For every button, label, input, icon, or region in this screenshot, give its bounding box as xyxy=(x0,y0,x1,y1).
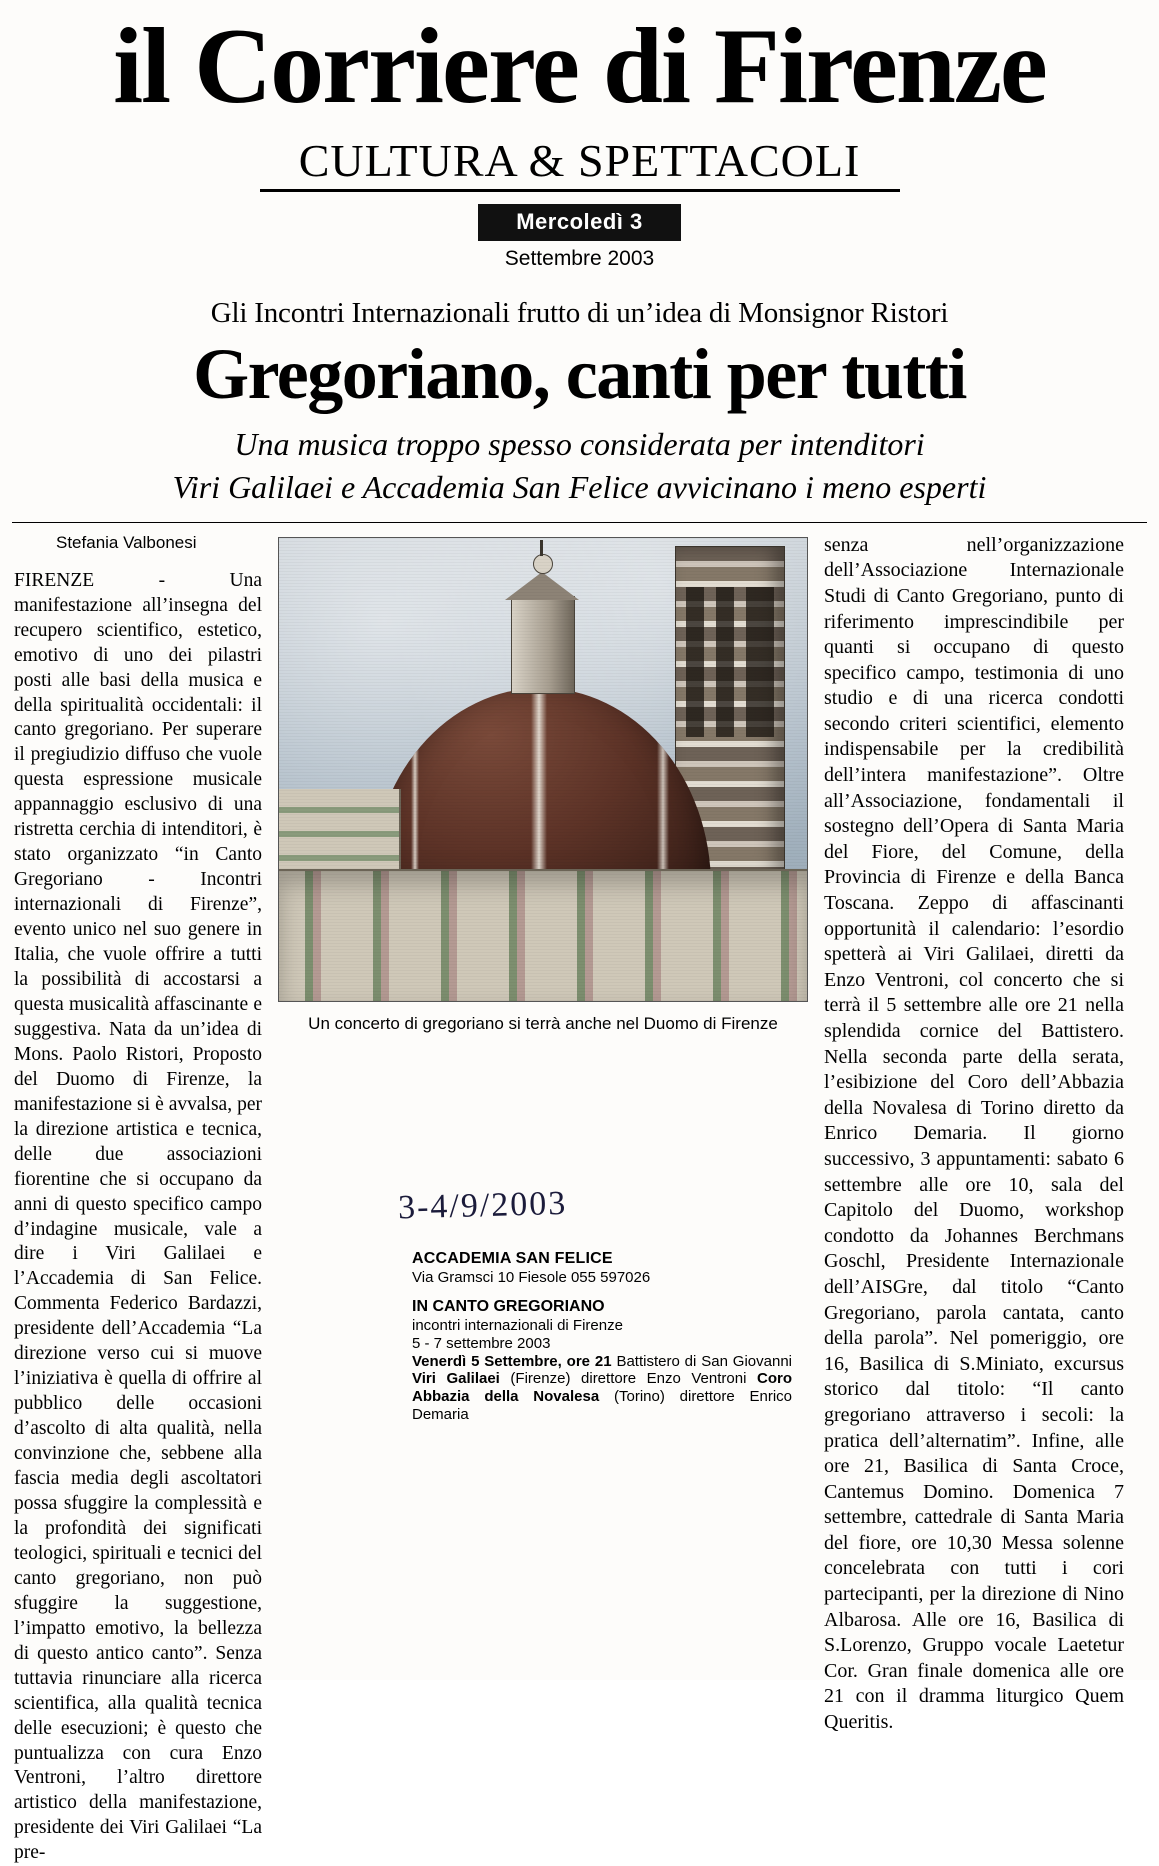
date-block xyxy=(0,204,1159,271)
ad-organization-address: Via Gramsci 10 Fiesole 055 597026 xyxy=(412,1268,651,1286)
column-left xyxy=(14,533,262,1866)
article-body xyxy=(14,533,1145,1866)
ad-program-ensemble-2: Coro Abbazia della Novalesa xyxy=(412,1370,792,1405)
ad-event-dates: 5 - 7 settembre 2003 xyxy=(412,1334,551,1352)
masthead xyxy=(0,0,1159,271)
subhead-line-2: Viri Galilaei e Accademia San Felice avvicinano i meno esperti xyxy=(172,468,987,505)
ad-event-subtitle: incontri internazionali di Firenze xyxy=(412,1317,623,1335)
column-middle xyxy=(278,533,808,1866)
header-divider xyxy=(12,522,1147,523)
headline: Gregoriano, canti per tutti xyxy=(193,333,966,414)
marble-facade xyxy=(279,869,808,1001)
ad-program-venue: Battistero di San Giovanni xyxy=(611,1352,792,1370)
ad-event-title: IN CANTO GREGORIANO xyxy=(412,1298,605,1316)
date-month: Settembre 2003 xyxy=(504,246,655,270)
photo-caption: Un concerto di gregoriano si terrà anche nel Duomo di Firenze xyxy=(308,1013,778,1033)
column-right xyxy=(824,533,1124,1866)
golden-ball xyxy=(533,554,553,574)
cross-icon xyxy=(540,540,543,556)
lantern-roof xyxy=(505,572,579,600)
date-day-badge: Mercoledì 3 xyxy=(478,204,681,241)
ad-program-ensemble-1: Viri Galilaei xyxy=(412,1370,500,1388)
body-text-right: senza nell’organizzazione dell’Associazione Internazionale Studi di Canto Gregoriano, punto di riferimento imprescindibile per quanti si occupano di questo specifico campo, testimonia di uno studio e di una ricerca condotti secondo criteri scientifici, elemento indispensabile per la credibilità dell’intera manifestazione”. Oltre all’Associazione, fondamentali il sostegno dell’Opera di Santa Maria del Fiore, del Comune, della Provincia di Firenze e della Banca Toscana. Zeppo di affascinanti opportunità il calendario: l’esordio spetterà ai Viri Galilaei, diretti da Enzo Ventroni, col concerto che si terrà il 5 settembre alle ore 21 nella splendida cornice del Battistero. Nella seconda parte della serata, l’esibizione del Coro dell’Abbazia della Novalesa di Torino diretto da Enrico Demaria. Il giorno successivo, 3 appuntamenti: sabato 6 settembre alle ore 10, sala del Capitolo del Duomo, workshop condotto da Johannes Berchmans Goschl, Presidente Internazionale dell’AISGre, dal titolo “Canto Gregoriano, parola cantata, canto della parola”. Nel pomeriggio, ore 16, Basilica di S.Miniato, excursus storico dal titolo: “Il canto gregoriano attraverso i secoli: la pratica dell’alternatim”. Infine, alle ore 21, Basilica di Santa Croce, Cantemus Domino. Domenica 7 settembre, cattedrale di Santa Maria del fiore, ore 10,30 Messa solenne concelebrata con tutti i cori partecipanti, per la direzione di Nino Albarosa. Alle ore 16, Basilica di S.Lorenzo, Gruppo vocale Laetetur Cor. Gran finale domenica alle ore 21 con il dramma liturgico Quem Queritis. xyxy=(824,533,1124,1734)
dome-lantern xyxy=(511,596,575,694)
body-text-left: FIRENZE - Una manifestazione all’insegna del recupero scientifico, estetico, emotivo di uno dei pilastri posti alle basi della musica e della spiritualità occidentali: il canto gregoriano. Per superare il pregiudizio diffuso che vuole questa espressione musicale appannaggio esclusivo di una ristretta cerchia di intenditori, è stato organizzato “in Canto Gregoriano - Incontri internazionali di Firenze”, evento unico nel suo genere in Italia, che vuole offrire a tutti la possibilità di accostarsi a questa musicalità affascinante e suggestiva. Nata da un’idea di Mons. Paolo Ristori, Proposto del Duomo di Firenze, la manifestazione si è avvalsa, per la direzione artistica e tecnica, delle due associazioni fiorentine che si occupano da anni di questo specifico campo d’indagine musicale, vale a dire i Viri Galilaei e l’Accademia di San Felice. Commenta Federico Bardazzi, presidente dell’Accademia “La direzione verso cui si muove l’iniziativa è quella di offrire al pubblico delle occasioni d’ascolto di alta qualità, nella convinzione che, sebbene alla fascia media degli ascoltatori possa sfuggire la complessità e la profondità dei significati teologici, spirituali e tecnici del canto gregoriano, non può sfuggire la suggestione, l’impatto emotivo, la bellezza di questo antico canto”. Senza tuttavia rinunciare alla ricerca scientifica, alla qualità tecnica delle esecuzioni; è questo che puntualizza con cura Enzo Ventroni, l’altro direttore artistico della manifestazione, presidente dei Viri Galilaei “La pre- xyxy=(14,569,262,1864)
ad-spacer xyxy=(412,1286,792,1298)
newspaper-title: il Corriere di Firenze xyxy=(113,7,1046,126)
ad-program-director-2: (Torino) direttore Enrico Demaria xyxy=(412,1387,792,1423)
ad-program-datetime: Venerdì 5 Settembre, ore 21 xyxy=(412,1352,612,1370)
kicker: Gli Incontri Internazionali frutto di un’idea di Monsignor Ristori xyxy=(210,296,949,329)
duomo-di-firenze-photo xyxy=(278,537,808,1002)
advertisement-box xyxy=(412,1250,792,1424)
ad-program-entry xyxy=(412,1353,792,1424)
section-title: CULTURA & SPETTACOLI xyxy=(260,134,900,192)
ad-organization-name: ACCADEMIA SAN FELICE xyxy=(412,1249,613,1267)
photo-wrap xyxy=(278,537,808,1034)
byline: Stefania Valbonesi xyxy=(56,532,197,552)
subhead-line-1: Una musica troppo spesso considerata per intenditori xyxy=(234,425,925,462)
ad-program-director-1: (Firenze) direttore Enzo Ventroni xyxy=(499,1370,757,1388)
handwritten-date-note: 3-4/9/2003 xyxy=(397,1184,568,1227)
